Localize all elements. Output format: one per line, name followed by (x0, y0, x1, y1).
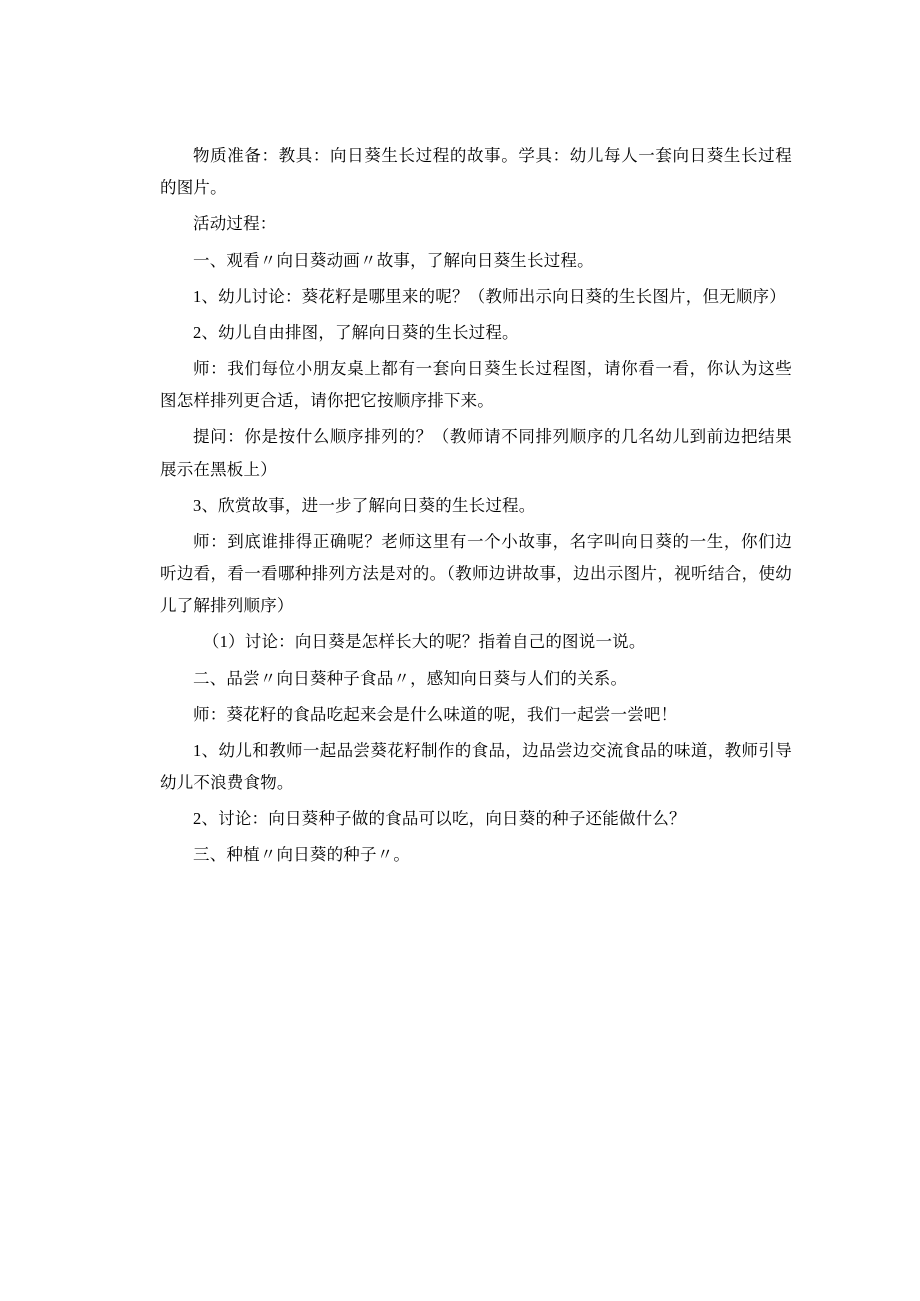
paragraph-section-two-item-1: 1、幼儿和教师一起品尝葵花籽制作的食品，边品尝边交流食品的味道，教师引导幼儿不浪费食物。 (160, 740, 792, 793)
paragraph-discussion-item-1: （1）讨论：向日葵是怎样长大的呢？指着自己的图说一说。 (202, 632, 646, 652)
paragraph-teacher-line-3: 师：葵花籽的食品吃起来会是什么味道的呢，我们一起尝一尝吧！ (193, 704, 678, 724)
paragraph-teacher-line-1: 师：我们每位小朋友桌上都有一套向日葵生长过程图，请你看一看，你认为这些图怎样排列更合适，请你把它按顺序排下来。 (160, 359, 792, 411)
document-body (160, 140, 792, 872)
paragraph-section-one-item-3: 3、欣赏故事，进一步了解向日葵的生长过程。 (193, 495, 536, 515)
paragraph-question-line-1: 提问：你是按什么顺序排列的？（教师请不同排列顺序的几名幼儿到前边把结果展示在黑板上） (160, 427, 792, 479)
paragraph-section-three-heading: 三、种植〃向日葵的种子〃。 (193, 845, 411, 865)
paragraph-section-two-heading: 二、品尝〃向日葵种子食品〃，感知向日葵与人们的关系。 (193, 668, 628, 688)
paragraph-section-one-heading: 一、观看〃向日葵动画〃故事，了解向日葵生长过程。 (193, 250, 594, 270)
paragraph-materials-preparation: 物质准备：教具：向日葵生长过程的故事。学具：幼儿每人一套向日葵生长过程的图片。 (160, 146, 792, 198)
paragraph-section-two-item-2: 2、讨论：向日葵种子做的食品可以吃，向日葵的种子还能做什么？ (193, 809, 686, 829)
paragraph-teacher-line-2: 师：到底谁排得正确呢？老师这里有一个小故事，名字叫向日葵的一生，你们边听边看，看一看哪种排列方法是对的。（教师边讲故事，边出示图片，视听结合，使幼儿了解排列顺序） (160, 531, 792, 616)
paragraph-section-one-item-2: 2、幼儿自由排图，了解向日葵的生长过程。 (193, 322, 519, 342)
paragraph-activity-process-heading: 活动过程： (193, 214, 277, 234)
paragraph-section-one-item-1: 1、幼儿讨论：葵花籽是哪里来的呢？（教师出示向日葵的生长图片，但无顺序） (193, 286, 786, 306)
